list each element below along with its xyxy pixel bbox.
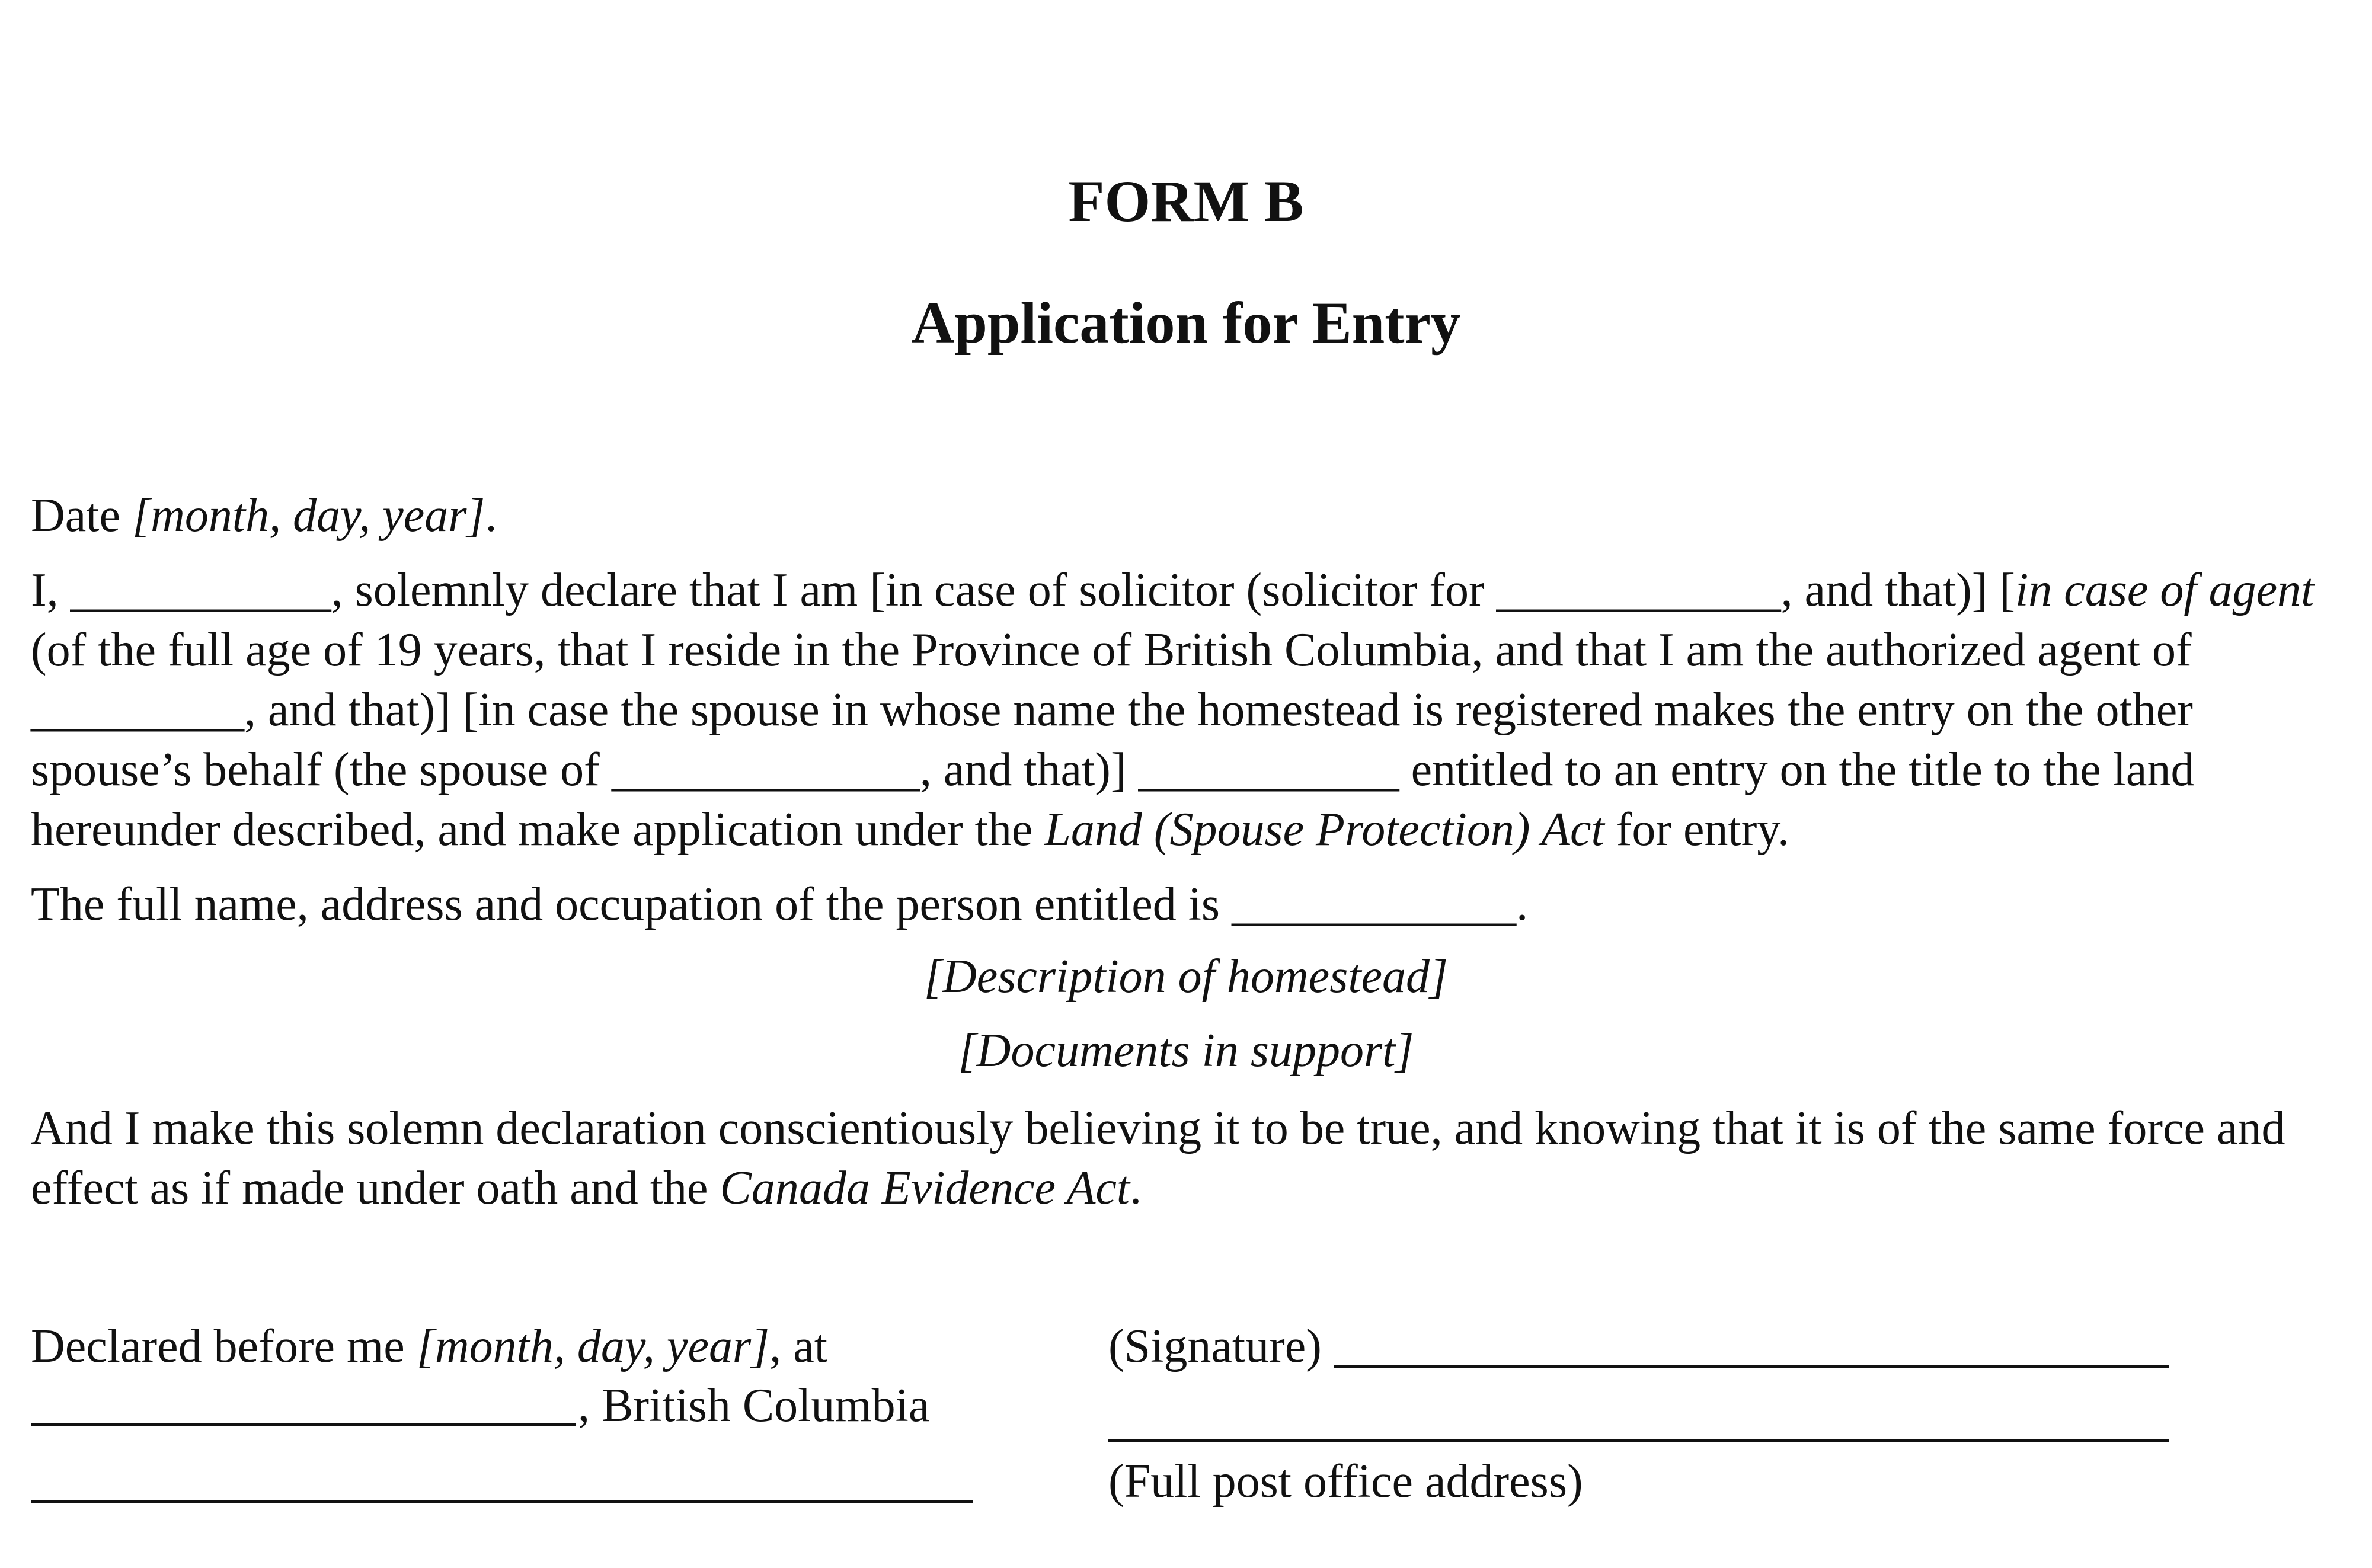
declared-before-block: Declared before me [month, day, year], at bbox=[31, 1320, 827, 1372]
spouse-of-blank[interactable]: _____________ bbox=[611, 744, 920, 796]
declared-place-line[interactable] bbox=[31, 1423, 576, 1426]
declaration-line-3: _________, and that)] [in case the spouse in whose name the homestead is registered makes the entry on the other bbox=[31, 684, 2193, 736]
documents-in-support-label: [Documents in support] bbox=[958, 1025, 1414, 1077]
address-label: (Full post office address) bbox=[1108, 1455, 1583, 1508]
act-name: Land (Spouse Protection) Act bbox=[1044, 804, 1604, 856]
evidence-act-name: Canada Evidence Act bbox=[720, 1162, 1130, 1214]
form-title: FORM B bbox=[1068, 168, 1304, 234]
declarant-name-blank[interactable]: ___________ bbox=[70, 564, 331, 616]
date-placeholder: [month, day, year] bbox=[132, 489, 485, 542]
solemn-declaration-paragraph: And I make this solemn declaration conscientiously believing it to be true, and knowing that it is of the same force and effect as if made under oath and the Canada Evidence Act. bbox=[31, 1102, 2285, 1214]
form-subtitle: Application for Entry bbox=[912, 290, 1460, 356]
british-columbia-text: , British Columbia bbox=[578, 1380, 930, 1432]
agent-of-blank[interactable]: _________ bbox=[31, 684, 244, 736]
signature-line[interactable] bbox=[1334, 1365, 2169, 1368]
address-line[interactable] bbox=[1108, 1439, 2169, 1442]
commissioner-signature-line[interactable] bbox=[31, 1500, 973, 1503]
declaration-line-2: (of the full age of 19 years, that I reside in the Province of British Columbia, and that I am the authorized agent of bbox=[31, 624, 2192, 676]
entitled-person-blank[interactable]: ___________ bbox=[1138, 744, 1399, 796]
person-entitled-line: The full name, address and occupation of the person entitled is ____________. bbox=[31, 878, 1529, 930]
declaration-line-5: hereunder described, and make application under the Land (Spouse Protection) Act for entry. bbox=[31, 804, 1790, 856]
description-of-homestead-label: [Description of homestead] bbox=[923, 951, 1449, 1003]
date-line: Date [month, day, year]. bbox=[31, 489, 497, 542]
declaration-line-4: spouse’s behalf (the spouse of _____________, and that)] ___________ entitled to an entry on the title to the land bbox=[31, 744, 2195, 796]
declaration-paragraph bbox=[31, 561, 2342, 860]
person-entitled-blank[interactable]: ____________ bbox=[1232, 878, 1517, 930]
declaration-line-1: I, ___________, solemnly declare that I am [in case of solicitor (solicitor for ____________, and that)] [in case of agent bbox=[31, 564, 2315, 616]
solicitor-for-blank[interactable]: ____________ bbox=[1496, 564, 1781, 616]
signature-label: (Signature) bbox=[1108, 1320, 1322, 1372]
